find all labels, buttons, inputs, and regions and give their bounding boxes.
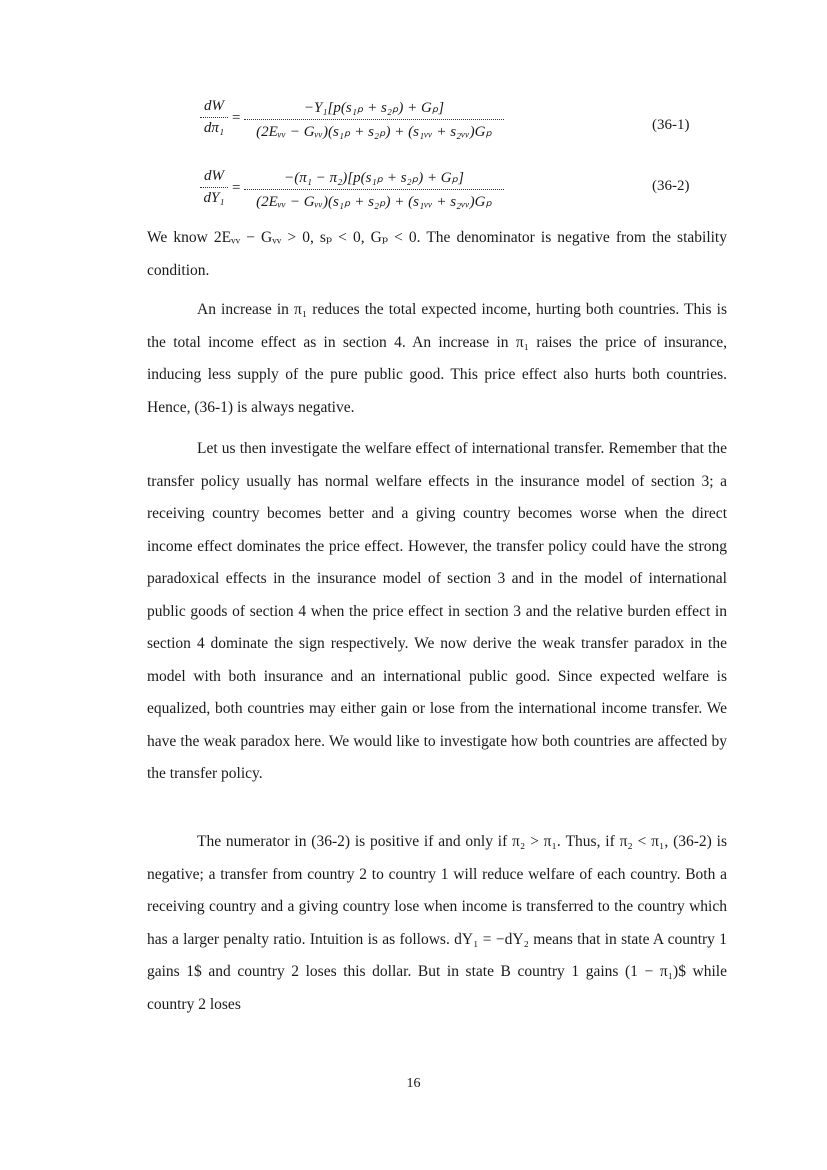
paragraph-numerator: The numerator in (36-2) is positive if and only if π₂ > π₁. Thus, if π₂ < π₁, (36-2) is negative; a transfer from country 2 to country 1 will reduce welfare of each country. Both a receiving country and a giving country lose when income is transferred to the country which has a larger penalty ratio. Intuition is as follows. dY₁ = −dY₂ means that in state A country 1 gains 1$ and country 2 loses this dollar. But in state B country 1 gains (1 − π₁)$ while country 2 loses (147, 833, 727, 1013)
eq2-lhs-numerator: dW (200, 168, 228, 188)
eq1-equals: = (232, 110, 241, 126)
eq1-lhs-denominator: dπ₁ (203, 120, 225, 136)
equation-number-36-2: (36-2) (652, 178, 690, 194)
page-number: 16 (406, 1076, 421, 1091)
eq1-rhs-denominator: (2Eᵥᵥ − Gᵥᵥ)(s₁ₚ + s₂ₚ) + (s₁ᵥᵥ + s₂ᵥᵥ)Gₚ (256, 124, 492, 140)
paragraph-stability: We know 2Eᵥᵥ − Gᵥᵥ > 0, sₚ < 0, Gₚ < 0. The denominator is negative from the stability condition. (147, 229, 727, 279)
eq1-lhs-numerator: dW (200, 98, 228, 118)
paragraph-increase-pi: An increase in π₁ reduces the total expected income, hurting both countries. This is the total income effect as in section 4. An increase in π₁ raises the price of insurance, inducing less supply of the pure public good. This price effect also hurts both countries. Hence, (36-1) is always negative. (147, 301, 727, 416)
eq2-lhs-denominator: dY₁ (203, 190, 225, 206)
equation-36-1 (200, 98, 500, 144)
eq2-rhs-numerator: −(π₁ − π₂)[p(s₁ₚ + s₂ₚ) + Gₚ] (244, 168, 504, 190)
eq2-rhs-denominator: (2Eᵥᵥ − Gᵥᵥ)(s₁ₚ + s₂ₚ) + (s₁ᵥᵥ + s₂ᵥᵥ)Gₚ (256, 194, 492, 210)
eq2-equals: = (232, 180, 241, 196)
equation-36-2 (200, 168, 500, 214)
equation-number-36-1: (36-1) (652, 117, 690, 133)
paragraph-welfare-transfer: Let us then investigate the welfare effect of international transfer. Remember that the transfer policy usually has normal welfare effects in the insurance model of section 3; a receiving country becomes better and a giving country becomes worse when the direct income effect dominates the price effect. However, the transfer policy could have the strong paradoxical effects in the insurance model of section 3 and in the model of international public goods of section 4 when the price effect in section 3 and the relative burden effect in section 4 dominate the sign respectively. We now derive the weak transfer paradox in the model with both insurance and an international public good. Since expected welfare is equalized, both countries may either gain or lose from the international income transfer. We have the weak paradox here. We would like to investigate how both countries are affected by the transfer policy. (147, 440, 727, 782)
eq1-rhs-numerator: −Y₁[p(s₁ₚ + s₂ₚ) + Gₚ] (244, 98, 504, 120)
